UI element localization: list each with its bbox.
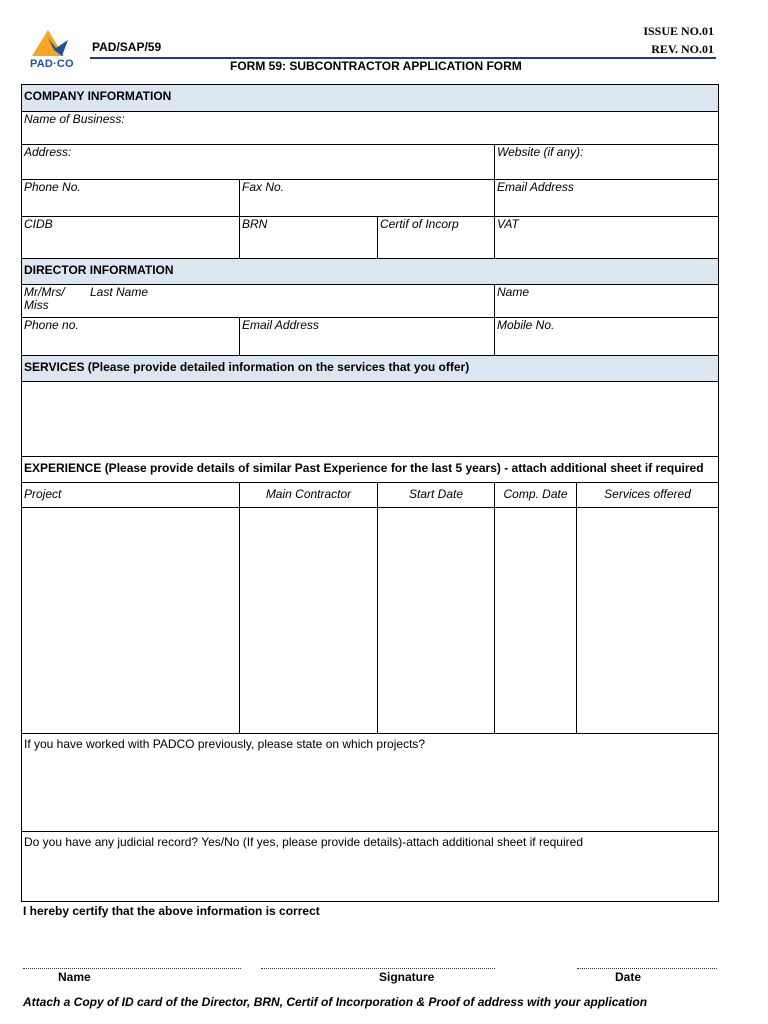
- revision-number: REV. NO.01: [651, 42, 714, 56]
- director-last-name-label: Last Name: [90, 285, 149, 299]
- issue-number: ISSUE NO.01: [643, 24, 714, 38]
- col-services-offered: Services offered: [577, 483, 719, 508]
- application-form-table: [21, 84, 719, 902]
- padco-previous-projects-field[interactable]: If you have worked with PADCO previously, please state on which projects?: [22, 734, 719, 832]
- col-main-contractor: Main Contractor: [240, 483, 378, 508]
- website-field[interactable]: Website (if any):: [495, 145, 719, 180]
- logo-text: PAD·CO: [30, 58, 74, 70]
- address-field[interactable]: Address:: [22, 145, 495, 180]
- attachment-note: Attach a Copy of ID card of the Director, BRN, Certif of Incorporation & Proof of address with your application: [23, 995, 648, 1009]
- start-date-cell[interactable]: [378, 508, 495, 734]
- director-title-label: Mr/Mrs/ Miss: [24, 285, 65, 312]
- project-cell[interactable]: [22, 508, 240, 734]
- issue-block: [643, 22, 714, 58]
- name-label: Name: [58, 970, 91, 984]
- certification-statement: I hereby certify that the above information is correct: [23, 904, 320, 918]
- phone-field[interactable]: Phone No.: [22, 180, 240, 217]
- director-information-header: DIRECTOR INFORMATION: [22, 259, 719, 285]
- date-signature-line[interactable]: [577, 968, 717, 969]
- main-contractor-cell[interactable]: [240, 508, 378, 734]
- form-title: FORM 59: SUBCONTRACTOR APPLICATION FORM: [230, 59, 522, 73]
- director-email-field[interactable]: Email Address: [240, 318, 495, 356]
- director-last-name-field[interactable]: [22, 285, 495, 318]
- col-start-date: Start Date: [378, 483, 495, 508]
- vat-field[interactable]: VAT: [495, 217, 719, 259]
- director-mobile-field[interactable]: Mobile No.: [495, 318, 719, 356]
- director-name-field[interactable]: Name: [495, 285, 719, 318]
- director-phone-field[interactable]: Phone no.: [22, 318, 240, 356]
- services-header: SERVICES (Please provide detailed information on the services that you offer): [22, 356, 719, 382]
- signature-line[interactable]: [261, 968, 495, 969]
- brn-field[interactable]: BRN: [240, 217, 378, 259]
- certif-incorp-field[interactable]: Certif of Incorp: [378, 217, 495, 259]
- document-code: PAD/SAP/59: [92, 40, 162, 54]
- name-signature-line[interactable]: [23, 968, 241, 969]
- comp-date-cell[interactable]: [495, 508, 577, 734]
- date-label: Date: [615, 970, 642, 984]
- company-information-header: COMPANY INFORMATION: [22, 85, 719, 112]
- name-of-business-field[interactable]: Name of Business:: [22, 112, 719, 145]
- company-email-field[interactable]: Email Address: [495, 180, 719, 217]
- services-field[interactable]: [22, 382, 719, 457]
- judicial-record-field[interactable]: Do you have any judicial record? Yes/No (If yes, please provide details)-attach additional sheet if required: [22, 832, 719, 902]
- fax-field[interactable]: Fax No.: [240, 180, 495, 217]
- experience-header: EXPERIENCE (Please provide details of similar Past Experience for the last 5 years) - attach additional sheet if required: [22, 457, 719, 483]
- col-comp-date: Comp. Date: [495, 483, 577, 508]
- col-project: Project: [22, 483, 240, 508]
- services-offered-cell[interactable]: [577, 508, 719, 734]
- cidb-field[interactable]: CIDB: [22, 217, 240, 259]
- signature-label: Signature: [379, 970, 435, 984]
